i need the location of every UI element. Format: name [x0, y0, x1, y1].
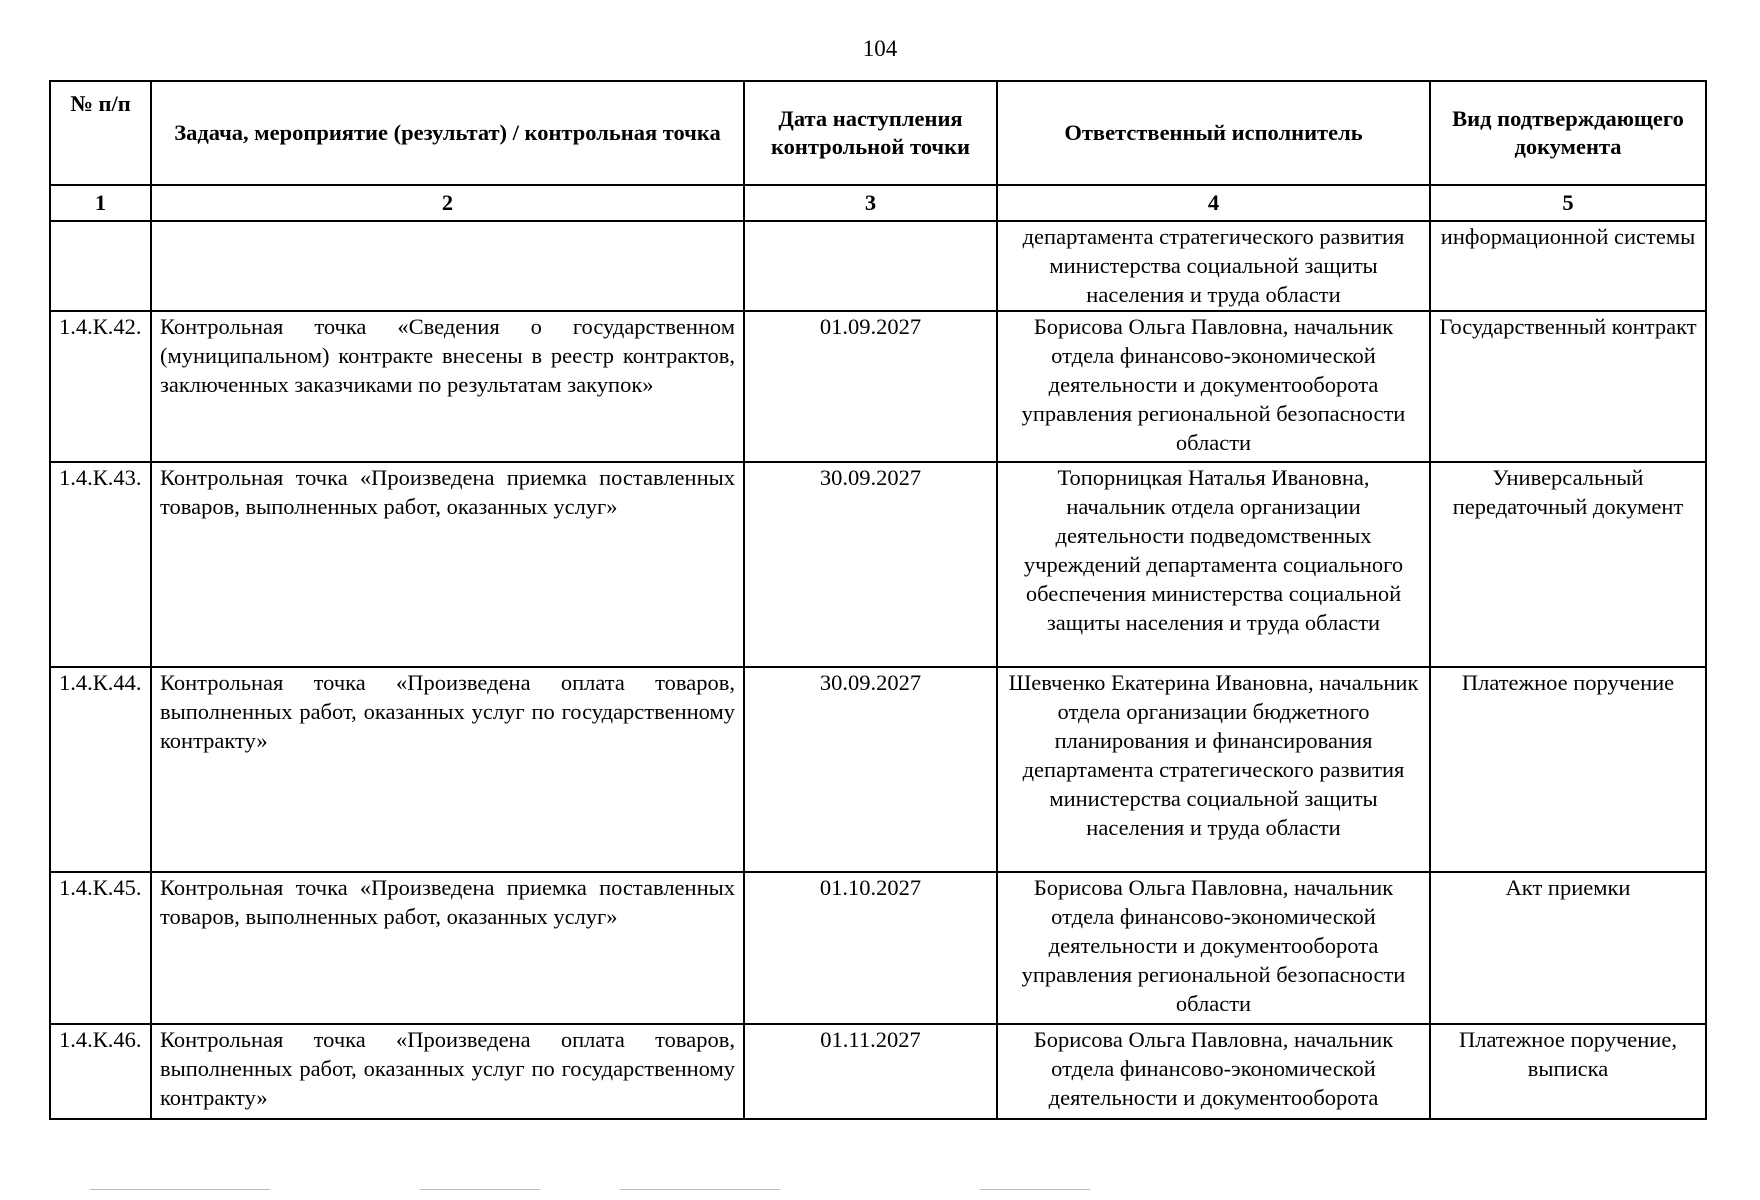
cell-num: 1.4.К.44.: [50, 667, 151, 872]
cell-num: 1.4.К.43.: [50, 462, 151, 667]
header-num: № п/п: [50, 81, 151, 185]
scan-artifact-lines: [60, 1189, 1260, 1191]
page-number: 104: [862, 36, 898, 61]
cell-responsible: Борисова Ольга Павловна, начальник отдела финансово-экономической деятельности и документооборота управления региональной безопасности области: [997, 872, 1430, 1024]
cell-date: 30.09.2027: [744, 667, 997, 872]
table-row: [50, 311, 1706, 462]
table-row: [50, 1024, 1706, 1119]
header-responsible: Ответственный исполнитель: [997, 81, 1430, 185]
cell-task: Контрольная точка «Произведена приемка поставленных товаров, выполненных работ, оказанных услуг»: [151, 872, 744, 1024]
cell-responsible: Топорницкая Наталья Ивановна, начальник отдела организации деятельности подведомственных учреждений департамента социального обеспечения министерства социальной защиты населения и труда области: [997, 462, 1430, 667]
table-row-continuation: [50, 221, 1706, 311]
cell-responsible: Борисова Ольга Павловна, начальник отдела финансово-экономической деятельности и документооборота управления региональной безопасности области: [997, 311, 1430, 462]
cell-num: 1.4.К.46.: [50, 1024, 151, 1119]
cell-date: 01.10.2027: [744, 872, 997, 1024]
cell-task: Контрольная точка «Произведена оплата товаров, выполненных работ, оказанных услуг по государственному контракту»: [151, 1024, 744, 1119]
table-row: [50, 462, 1706, 667]
column-number: 2: [151, 185, 744, 221]
cell-date: [744, 221, 997, 311]
header-date: Дата наступления контрольной точки: [744, 81, 997, 185]
header-task: Задача, мероприятие (результат) / контрольная точка: [151, 81, 744, 185]
cell-document: Государственный контракт: [1430, 311, 1706, 462]
cell-task: [151, 221, 744, 311]
cell-task: Контрольная точка «Сведения о государственном (муниципальном) контракте внесены в реестр контрактов, заключенных заказчиками по результатам закупок»: [151, 311, 744, 462]
cell-date: 30.09.2027: [744, 462, 997, 667]
cell-document: Платежное поручение, выписка: [1430, 1024, 1706, 1119]
cell-num: [50, 221, 151, 311]
header-row: [50, 81, 1706, 185]
cell-document: информационной системы: [1430, 221, 1706, 311]
cell-task: Контрольная точка «Произведена оплата товаров, выполненных работ, оказанных услуг по государственному контракту»: [151, 667, 744, 872]
cell-responsible: Шевченко Екатерина Ивановна, начальник отдела организации бюджетного планирования и финансирования департамента стратегического развития министерства социальной защиты населения и труда области: [997, 667, 1430, 872]
control-points-table: [49, 80, 1707, 1120]
cell-document: Акт приемки: [1430, 872, 1706, 1024]
table-row: [50, 667, 1706, 872]
cell-document: Универсальный передаточный документ: [1430, 462, 1706, 667]
cell-task: Контрольная точка «Произведена приемка поставленных товаров, выполненных работ, оказанных услуг»: [151, 462, 744, 667]
header-document: Вид подтверждающего документа: [1430, 81, 1706, 185]
column-number: 5: [1430, 185, 1706, 221]
column-number: 4: [997, 185, 1430, 221]
column-number: 1: [50, 185, 151, 221]
cell-date: 01.09.2027: [744, 311, 997, 462]
cell-date: 01.11.2027: [744, 1024, 997, 1119]
cell-num: 1.4.К.45.: [50, 872, 151, 1024]
column-number: 3: [744, 185, 997, 221]
cell-responsible: Борисова Ольга Павловна, начальник отдела финансово-экономической деятельности и документооборота: [997, 1024, 1430, 1119]
cell-responsible: департамента стратегического развития министерства социальной защиты населения и труда области: [997, 221, 1430, 311]
cell-num: 1.4.К.42.: [50, 311, 151, 462]
cell-document: Платежное поручение: [1430, 667, 1706, 872]
table-row: [50, 872, 1706, 1024]
column-number-row: [50, 185, 1706, 221]
